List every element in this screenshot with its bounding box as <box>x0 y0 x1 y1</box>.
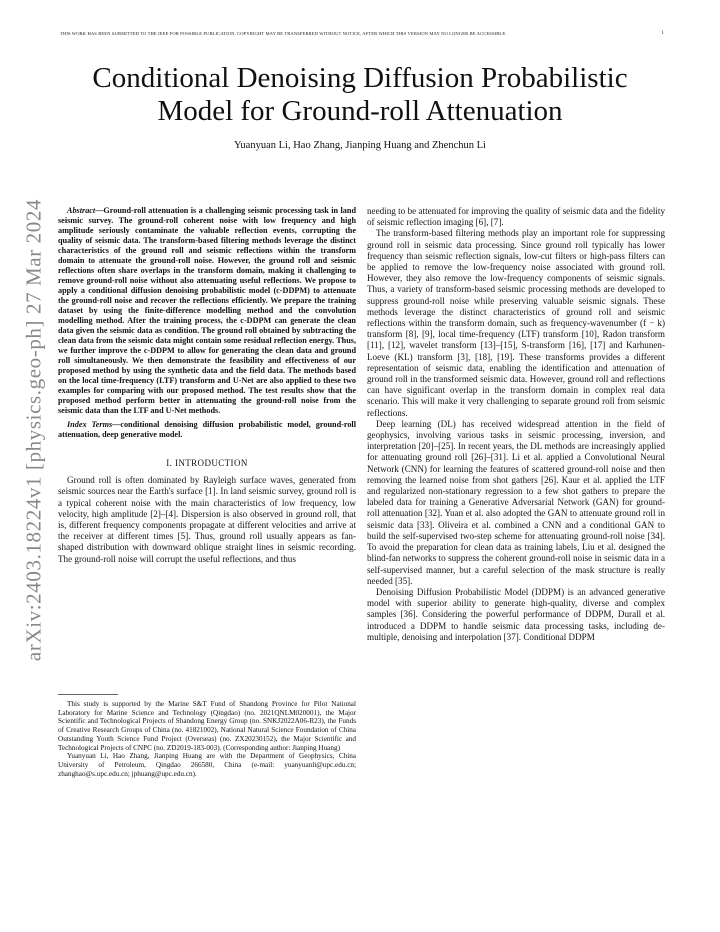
right-paragraph-2: The transform-based filtering methods play an important role for suppressing ground roll in seismic data processing. Since ground roll typically has lower frequency than seismic reflection signals, low-cut filters or high-pass filters can be applied to remove the low-frequency noise associated with ground roll. However, they also remove the low-frequency components of seismic signals. Thus, a variety of transform-based seismic processing methods are developed to suppress ground-roll noise while preserving valuable seismic signals. These methods leverage the distinct characteristics of ground roll and seismic reflections within the transform domain, such as frequency-wavenumber (f − k) transform [8], [9], local time-frequency (LTF) transform [10], Radon transform [11], [12], wavelet transform [13]–[15], S-transform [16], [17] and Karhunen-Loeve (KL) transform [3], [18], [19]. These transforms provides a different representation of seismic data, enabling the identification and attenuation of ground roll in the transformed seismic data. However, ground roll and reflections can have significant overlap in the transform domain in complex real data scenario. This will make it very challenging to separate ground roll from seismic reflections. <box>367 228 665 418</box>
right-column <box>367 206 665 643</box>
running-header <box>60 31 664 36</box>
running-header-text: THIS WORK HAS BEEN SUBMITTED TO THE IEEE FOR POSSIBLE PUBLICATION. COPYRIGHT MAY BE TRANSFERRED WITHOUT NOTICE, AFTER WHICH THIS VERSION MAY NO LONGER BE ACCESSIBLE. <box>60 31 507 36</box>
intro-paragraph-1: Ground roll is often dominated by Rayleigh surface waves, generated from seismic sources near the Earth's surface [1]. In land seismic survey, ground roll is a typical coherent noise with the main characteristics of low frequency, low velocity, high amplitude [2]–[4]. Dispersion is also observed in ground roll, that is, different frequency components propagate at different velocities and arrive at the receiver at different times [5]. Thus, ground roll usually appears as fan-shaped distribution with downward oblique straight lines in seismic recording. The ground-roll noise will corrupt the useful reflections, and thus <box>58 475 356 564</box>
section-heading-introduction: I. INTRODUCTION <box>166 458 248 468</box>
index-terms-lead: Index Terms <box>67 420 113 429</box>
index-terms-text: —conditional denoising diffusion probabilistic model, ground-roll attenuation, deep generative model. <box>58 420 356 439</box>
left-column <box>58 206 356 565</box>
right-paragraph-4: Denoising Diffusion Probabilistic Model (DDPM) is an advanced generative model with superior ability to generate high-quality, diverse and complex samples [36]. Considering the powerful performance of DDPM, Durall et al. introduced a DDPM to handle seismic data processing tasks, including de-multiple, denoising and interpolation [37]. Conditional DDPM <box>367 586 665 642</box>
arxiv-id: arXiv:2403.18224v1 [physics.geo-ph] 27 Mar 2024 <box>21 198 46 662</box>
footnotes <box>58 700 356 778</box>
page-number: 1 <box>661 31 664 36</box>
title-line-2: Model for Ground-roll Attenuation <box>157 95 563 127</box>
abstract <box>58 206 356 416</box>
abstract-text: —Ground-roll attenuation is a challenging seismic processing task in land seismic survey. The ground-roll coherent noise with low frequency and high amplitude seriously contaminate the valuable reflection events, corrupting the quality of seismic data. The transform-based filtering methods leverage the distinct characteristics of the ground roll and seismic reflections within the transform domain to attenuate the ground-roll noise. However, the ground roll and seismic reflections often share overlaps in the transform domain, making it challenging to remove ground-roll noise without also attenuating useful reflections. We propose to apply a conditional diffusion denoising probabilistic model (c-DDPM) to attenuate the ground-roll noise and recover the reflections efficiently. We prepare the training dataset by using the finite-difference modelling method and the convolution modelling method. After the training process, the c-DDPM can generate the clean data given the seismic data as condition. The ground roll obtained by subtracting the clean data from the seismic data might contain some residual reflection energy. Thus, we further improve the c-DDPM to allow for generating the clean data and ground roll simultaneously. We then demonstrate the feasibility and effectiveness of our proposed method by using the synthetic data and the field data. The methods based on the local time-frequency (LTF) transform and U-Net are also applied to these two examples for comparing with our proposed method. The test results show that the proposed method perform better in attenuating the ground-roll noise from the seismic data than the LTF and U-Net methods. <box>58 206 356 415</box>
index-terms <box>58 420 356 440</box>
right-paragraph-3: Deep learning (DL) has received widespread attention in the field of geophysics, involving various tasks in seismic processing, inversion, and interpretation [20]–[25]. In recent years, the DL methods are increasingly applied for attenuating ground roll [26]–[31]. Li et al. applied a Convolutional Neural Network (CNN) for learning the features of scattered ground-roll noise and then removing the learned noise from shot gathers [26]. Kaur et al. applied the LTF and regularized non-stationary regression to a few shot gathers to prepare the labeled data for training a Generative Adversarial Network (GAN) for ground-roll attenuation [32]. Yuan et al. also adopted the GAN to attenuate ground roll in seismic data [33]. Oliveira et al. combined a CNN and a conditional GAN to build the self-supervised two-step scheme for attenuating ground-roll noise [34]. To avoid the preparation for clean data as training labels, Liu et al. designed the blind-fan networks to suppress the coherent ground-roll noise in seismic data in a self-supervised manner, but a careful selection of the mask structure is really needed [35]. <box>367 418 665 586</box>
paper-title <box>0 62 720 128</box>
title-line-1: Conditional Denoising Diffusion Probabilistic <box>92 62 628 94</box>
arxiv-stamp <box>14 198 54 662</box>
right-paragraph-1: needing to be attenuated for improving the quality of seismic data and the fidelity of seismic reflection imaging [6], [7]. <box>367 206 665 228</box>
authors: Yuanyuan Li, Hao Zhang, Jianping Huang and Zhenchun Li <box>234 140 486 151</box>
footnote-affiliation: Yuanyuan Li, Hao Zhang, Jianping Huang are with the Department of Geophysics, China University of Petroleum, Qingdao 266580, China (e-mail: yuanyuanli@upc.edu.cn; zhanghao@s.upc.edu.cn; jphuang@upc.edu.cn). <box>58 752 356 778</box>
footnote-rule <box>58 694 118 695</box>
footnote-funding: This study is supported by the Marine S&T Fund of Shandong Province for Pilot National Laboratory for Marine Science and Technology (Qingdao) (no. 2021QNLM020001), the Major Scientific and Technological Projects of Shandong Energy Group (no. SNKJ2022A06-R23), the Funds of Creative Research Groups of China (no. 41821002), National Natural Science Foundation of China Outstanding Youth Science Fund Project (Overseas) (no. ZX20230152), the Major Scientific and Technological Projects of CNPC (no. ZD2019-183-003). (Corresponding author: Jianping Huang) <box>58 700 356 752</box>
abstract-lead: Abstract <box>67 206 96 215</box>
